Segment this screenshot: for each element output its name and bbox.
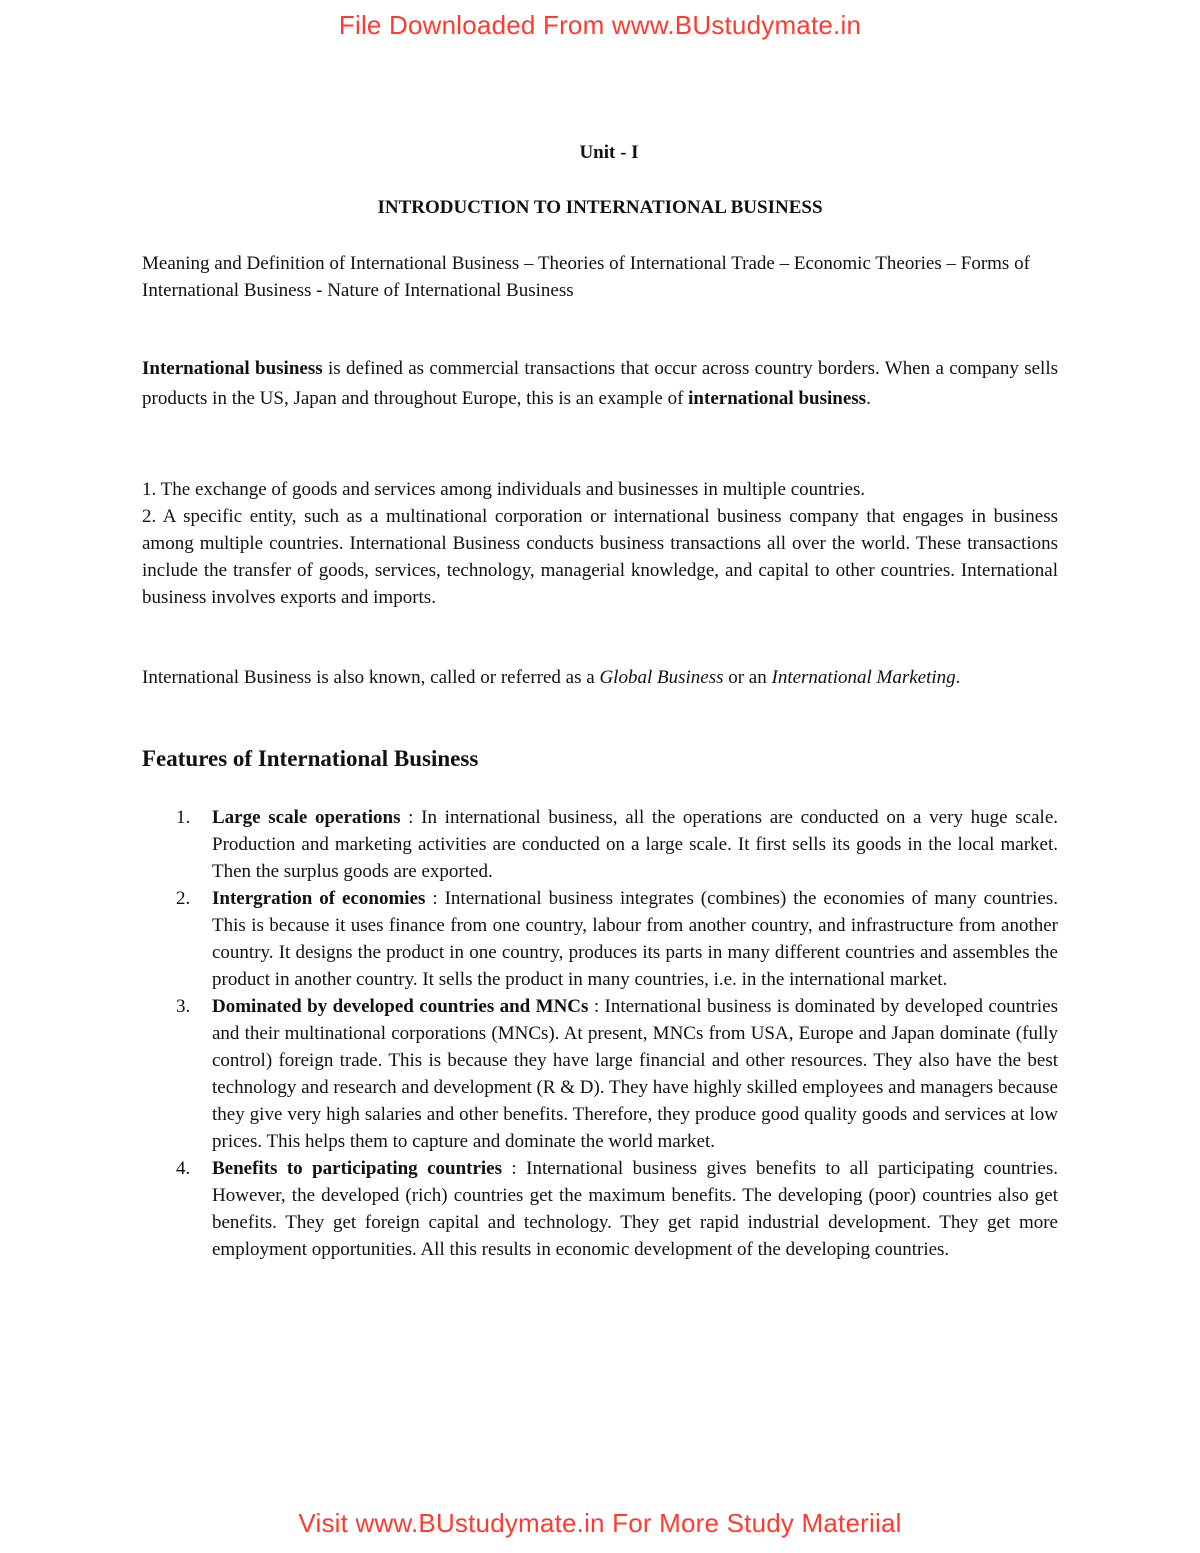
aka-paragraph — [142, 664, 1058, 691]
aka-mid: or an — [723, 667, 772, 688]
feature-text: : International business integrates (combines) the economies of many countries. This is because it uses finance from one country, labour from another country, and infrastructure from another country. It designs the product in one country, produces its parts in many different countries and assembles the product in another country. It sells the product in many countries, i.e. in the international market. — [212, 888, 1058, 990]
feature-number: 4. — [176, 1158, 191, 1179]
feature-item — [142, 1155, 1058, 1263]
aka-end: . — [955, 667, 961, 688]
aka-term-1: Global Business — [599, 667, 724, 688]
definition-term-2: international business — [688, 388, 867, 409]
feature-title: Intergration of economies — [212, 888, 426, 909]
aka-term-2: International Marketing — [771, 667, 956, 688]
feature-item — [142, 885, 1058, 993]
point-1: 1. The exchange of goods and services among individuals and businesses in multiple countries. — [142, 479, 866, 500]
feature-text: : In international business, all the operations are conducted on a very huge scale. Production and marketing activities are conducted on a large scale. It first sells its goods in the local market. Then the surplus goods are exported. — [212, 807, 1058, 882]
topics-summary: Meaning and Definition of International Business – Theories of International Trade – Economic Theories – Forms of International Business - Nature of International Business — [142, 253, 1030, 301]
feature-item — [142, 804, 1058, 885]
features-list — [142, 804, 1058, 1263]
aka-text: International Business is also known, called or referred as a — [142, 667, 600, 688]
watermark-bottom: Visit www.BUstudymate.in For More Study Materiial — [298, 1508, 902, 1538]
unit-label: Unit - I — [579, 142, 639, 163]
definition-end: . — [866, 388, 871, 409]
feature-title: Large scale operations — [212, 807, 401, 828]
watermark-top: File Downloaded From www.BUstudymate.in — [338, 10, 862, 40]
feature-number: 3. — [176, 996, 191, 1017]
definition-term: International business — [142, 358, 323, 379]
feature-number: 1. — [176, 807, 191, 828]
points-paragraph — [142, 476, 1058, 611]
features-heading: Features of International Business — [142, 746, 479, 771]
definition-paragraph — [142, 354, 1058, 414]
feature-title: Benefits to participating countries — [212, 1158, 503, 1179]
chapter-title: INTRODUCTION TO INTERNATIONAL BUSINESS — [377, 197, 823, 218]
point-2: 2. A specific entity, such as a multinational corporation or international business company that engages in business among multiple countries. International Business conducts business transactions all over the world. These transactions include the transfer of goods, services, technology, managerial knowledge, and capital to other countries. International business involves exports and imports. — [142, 506, 1058, 608]
feature-title: Dominated by developed countries and MNCs — [212, 996, 589, 1017]
feature-number: 2. — [176, 888, 191, 909]
feature-text: : International business gives benefits to all participating countries. However, the developed (rich) countries get the maximum benefits. The developing (poor) countries also get benefits. They get foreign capital and technology. They get rapid industrial development. They get more employment opportunities. All this results in economic development of the developing countries. — [212, 1158, 1058, 1260]
definition-text: is defined as commercial transactions that occur across country borders. When a company sells products in the US, Japan and throughout Europe, this is an example of — [142, 358, 1058, 409]
feature-text: : International business is dominated by developed countries and their multinational corporations (MNCs). At present, MNCs from USA, Europe and Japan dominate (fully control) foreign trade. This is because they have large financial and other resources. They also have the best technology and research and development (R & D). They have highly skilled employees and managers because they give very high salaries and other benefits. Therefore, they produce good quality goods and services at low prices. This helps them to capture and dominate the world market. — [212, 996, 1059, 1152]
feature-item — [142, 993, 1058, 1155]
